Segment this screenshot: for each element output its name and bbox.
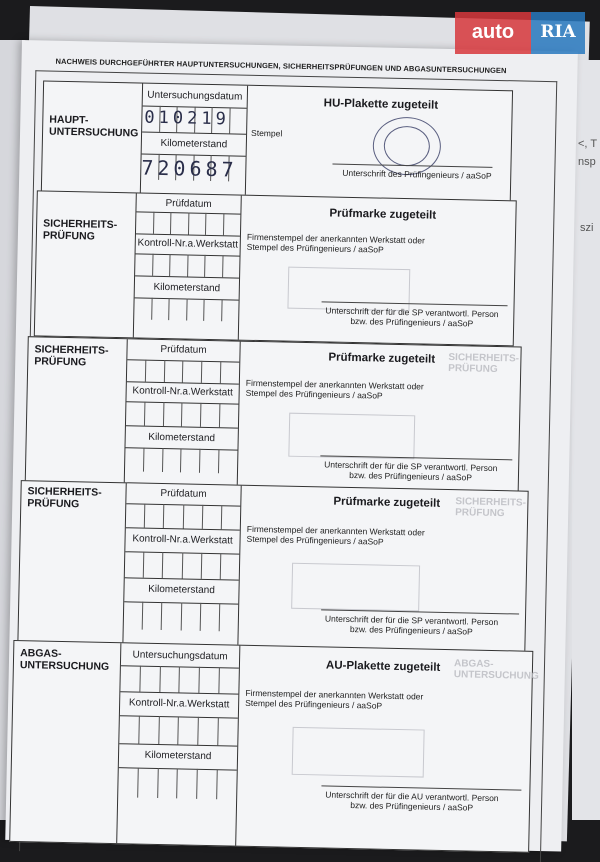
au-title: ABGAS- UNTERSUCHUNG (19, 647, 110, 673)
hu-date-label: Untersuchungsdatum (147, 89, 243, 103)
au-date-boxes (120, 665, 239, 693)
au-date-label: Untersuchungsdatum (132, 649, 228, 663)
sp-km-boxes (134, 297, 238, 321)
sp-date-label: Prüfdatum (160, 343, 207, 356)
sp-title: SICHERHEITS- PRÜFUNG (42, 217, 118, 243)
au-kontroll-label: Kontroll-Nr.a.Werkstatt (128, 697, 230, 711)
hu-date-column (140, 84, 248, 196)
sp-right-title: Prüfmarke zugeteilt (329, 207, 437, 222)
bleed-through-grid (287, 267, 410, 312)
hu-block (41, 80, 513, 202)
bleed-through-text: ABGAS- UNTERSUCHUNG (453, 658, 539, 682)
right-page-edge (572, 60, 600, 820)
sp-column (122, 483, 241, 645)
sp-title: SICHERHEITS- PRÜFUNG (27, 485, 102, 511)
hu-stamp-label: Stempel (251, 127, 283, 139)
sp-block-3 (17, 480, 528, 653)
hu-title: HAUPT- UNTERSUCHUNG (48, 113, 139, 140)
sp-stamp-text: Firmenstempel der anerkannten Werkstatt oder Stempel des Prüfingenieurs / aaSoP (246, 231, 425, 255)
right-page-fragment: <, T (578, 138, 598, 150)
sp-signature-text: Unterschrift der für die SP verantwortl. Person bzw. des Prüfingenieurs / aaSoP (324, 613, 499, 637)
au-km-label: Kilometerstand (144, 749, 212, 763)
sp-km-label: Kilometerstand (148, 431, 216, 445)
au-signature-text: Unterschrift der für die AU verantwortl. Person bzw. des Prüfingenieurs / aaSoP (325, 789, 499, 813)
sp-stamp-text: Firmenstempel der anerkannten Werkstatt oder Stempel des Prüfingenieurs / aaSoP (246, 523, 425, 547)
sp-title: SICHERHEITS- PRÜFUNG (34, 343, 109, 369)
bleed-through-grid (292, 727, 425, 778)
right-page-fragment: szi (580, 222, 594, 234)
sp-signature-text: Unterschrift der für die SP verantwortl. Person bzw. des Prüfingenieurs / aaSoP (324, 459, 498, 483)
bleed-through-grid (291, 563, 420, 612)
sp-date-boxes (136, 211, 240, 235)
sp-km-boxes (125, 447, 237, 473)
sp-block-2 (25, 336, 522, 492)
sp-date-label: Prüfdatum (165, 198, 212, 211)
sp-kontroll-label: Kontroll-Nr.a.Werkstatt (132, 533, 233, 547)
sp-column (124, 339, 241, 485)
sp-km-label: Kilometerstand (148, 583, 215, 597)
bleed-through-grid (288, 413, 415, 460)
au-right-title: AU-Plakette zugeteilt (325, 659, 441, 674)
auto-ria-watermark (455, 12, 585, 54)
sp-date-boxes (127, 359, 239, 383)
bleed-through-text: SICHERHEITS- PRÜFUNG (448, 352, 520, 376)
bleed-through-text: SICHERHEITS- PRÜFUNG (455, 496, 527, 520)
sp-kontroll-label: Kontroll-Nr.a.Werkstatt (137, 237, 239, 251)
right-page-fragment: nsp (578, 156, 596, 168)
sp-date-boxes (126, 503, 240, 529)
sp-column (133, 193, 242, 339)
hu-signature-label: Unterschrift des Prüfingenieurs / aaSoP (342, 167, 492, 181)
hu-km-label: Kilometerstand (160, 137, 228, 151)
watermark-auto: auto (455, 12, 531, 54)
sp-km-label: Kilometerstand (153, 281, 221, 295)
au-kontroll-boxes (119, 715, 238, 745)
au-stamp-text: Firmenstempel der anerkannten Werkstatt oder Stempel des Prüfingenieurs / aaSoP (245, 687, 424, 711)
document-sheet (5, 40, 578, 851)
document-header: NACHWEIS DURCHGEFÜHRTER HAUPTUNTERSUCHUNGEN, SICHERHEITSPRÜFUNGEN UND ABGASUNTERSUCHUNGEN (55, 56, 507, 76)
sp-right-title: Prüfmarke zugeteilt (333, 495, 441, 510)
sp-stamp-text: Firmenstempel der anerkannten Werkstatt oder Stempel des Prüfingenieurs / aaSoP (245, 377, 424, 401)
sp-kontroll-label: Kontroll-Nr.a.Werkstatt (132, 385, 233, 399)
hu-date-value: 010219 (144, 107, 231, 130)
au-column (116, 643, 240, 845)
au-km-boxes (118, 767, 237, 799)
hu-right-title: HU-Plakette zugeteilt (323, 97, 439, 112)
sp-kontroll-boxes (135, 253, 239, 277)
sp-block-1 (34, 190, 517, 346)
sp-kontroll-boxes (125, 551, 240, 579)
sp-km-boxes (124, 601, 239, 631)
watermark-ria: RIA (531, 12, 585, 54)
sp-kontroll-boxes (126, 401, 238, 427)
au-block (9, 640, 539, 853)
official-stamp (372, 116, 441, 175)
sp-date-label: Prüfdatum (160, 488, 207, 500)
sp-signature-text: Unterschrift der für die SP verantwortl. Person bzw. des Prüfingenieurs / aaSoP (325, 305, 499, 329)
hu-km-value: 720687 (141, 155, 238, 182)
sp-right-title: Prüfmarke zugeteilt (328, 351, 436, 366)
